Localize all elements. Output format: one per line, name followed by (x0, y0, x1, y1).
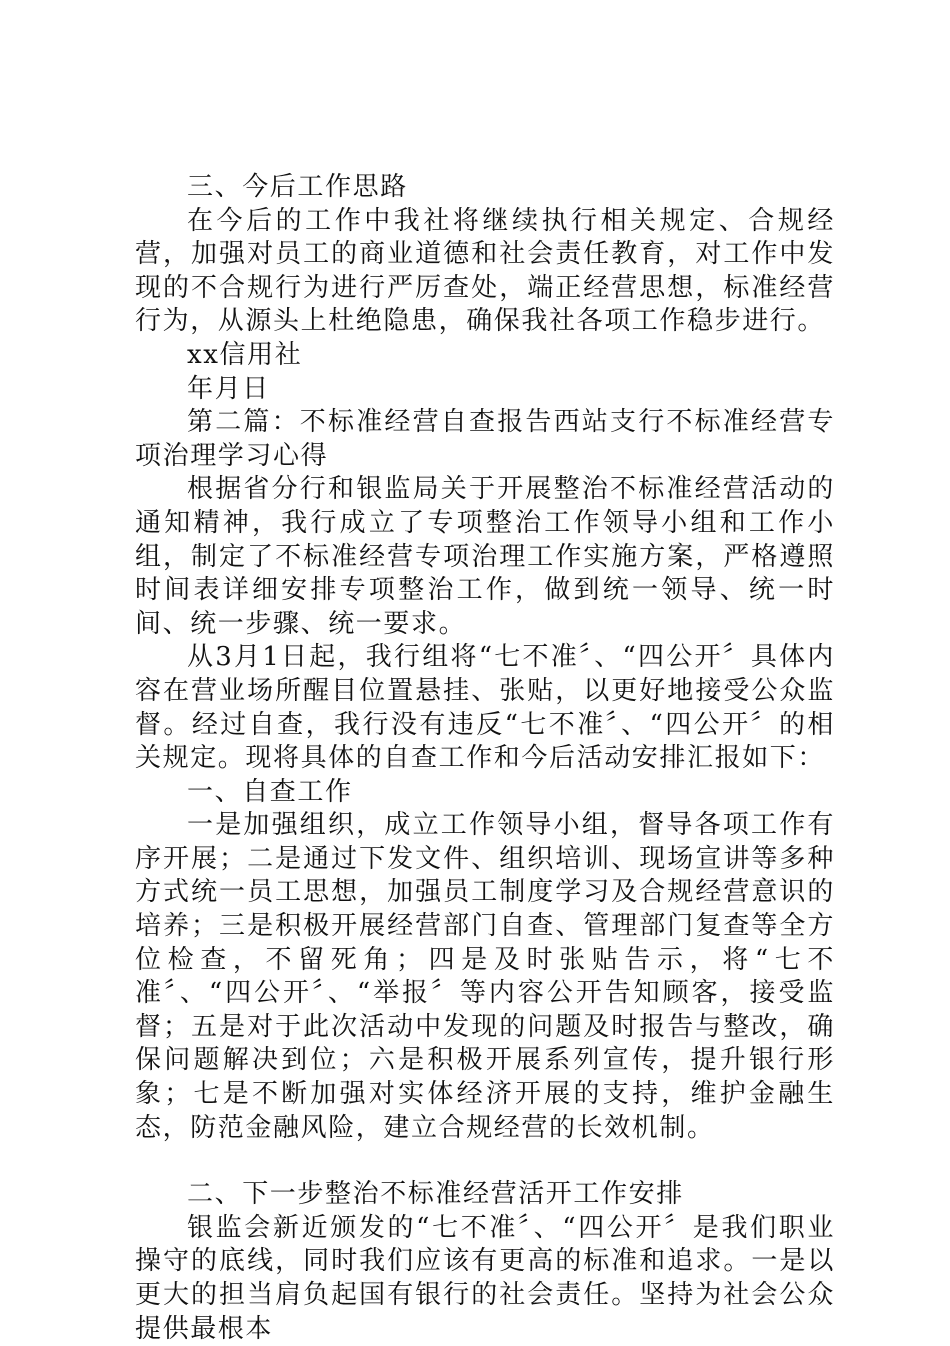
body-paragraph: 一是加强组织，成立工作领导小组，督导各项工作有序开展；二是通过下发文件、组织培训、现场宣讲等多种方式统一员工思想，加强员工制度学习及合规经营意识的培养；三是积极开展经营部门自查、管理部门复查等全方位检查，不留死角；四是及时张贴告示，将“七不准〞、“四公开〞、“举报〞等内容公开告知顾客，接受监督；五是对于此次活动中发现的问题及时报告与整改，确保问题解决到位；六是积极开展系列宣传，提升银行形象；七是不断加强对实体经济开展的支持，维护金融生态，防范金融风险，建立合规经营的长效机制。 (135, 810, 835, 1143)
document-body (135, 171, 835, 1346)
paragraph-gap (135, 1145, 835, 1178)
body-paragraph: 在今后的工作中我社将继续执行相关规定、合规经营，加强对员工的商业道德和社会责任教育，对工作中发现的不合规行为进行严厉查处，端正经营思想，标准经营行为，从源头上杜绝隐患，确保我社各项工作稳步进行。 (135, 205, 835, 337)
chapter-title: 第二篇：不标准经营自查报告西站支行不标准经营专项治理学习心得 (135, 407, 835, 471)
body-paragraph: 从3月1日起，我行组将“七不准〞、“四公开〞具体内容在营业场所醒目位置悬挂、张贴，以更好地接受公众监督。经过自查，我行没有违反“七不准〞、“四公开〞的相关规定。现将具体的自查工作和今后活动安排汇报如下： (135, 642, 835, 774)
signature-org: xx信用社 (187, 339, 303, 370)
section-heading-next-steps: 二、下一步整治不标准经营活开工作安排 (187, 1179, 684, 1210)
body-paragraph: 银监会新近颁发的“七不准〞、“四公开〞是我们职业操守的底线，同时我们应该有更高的标准和追求。一是以更大的担当肩负起国有银行的社会责任。坚持为社会公众提供最根本 (135, 1212, 835, 1344)
signature-date: 年月日 (187, 373, 270, 404)
section-heading-self-check: 一、自查工作 (187, 776, 353, 807)
section-heading-future-plan: 三、今后工作思路 (187, 172, 408, 202)
body-paragraph: 根据省分行和银监局关于开展整治不标准经营活动的通知精神，我行成立了专项整治工作领导小组和工作小组，制定了不标准经营专项治理工作实施方案，严格遵照时间表详细安排专项整治工作，做到统一领导、统一时间、统一步骤、统一要求。 (135, 474, 835, 639)
